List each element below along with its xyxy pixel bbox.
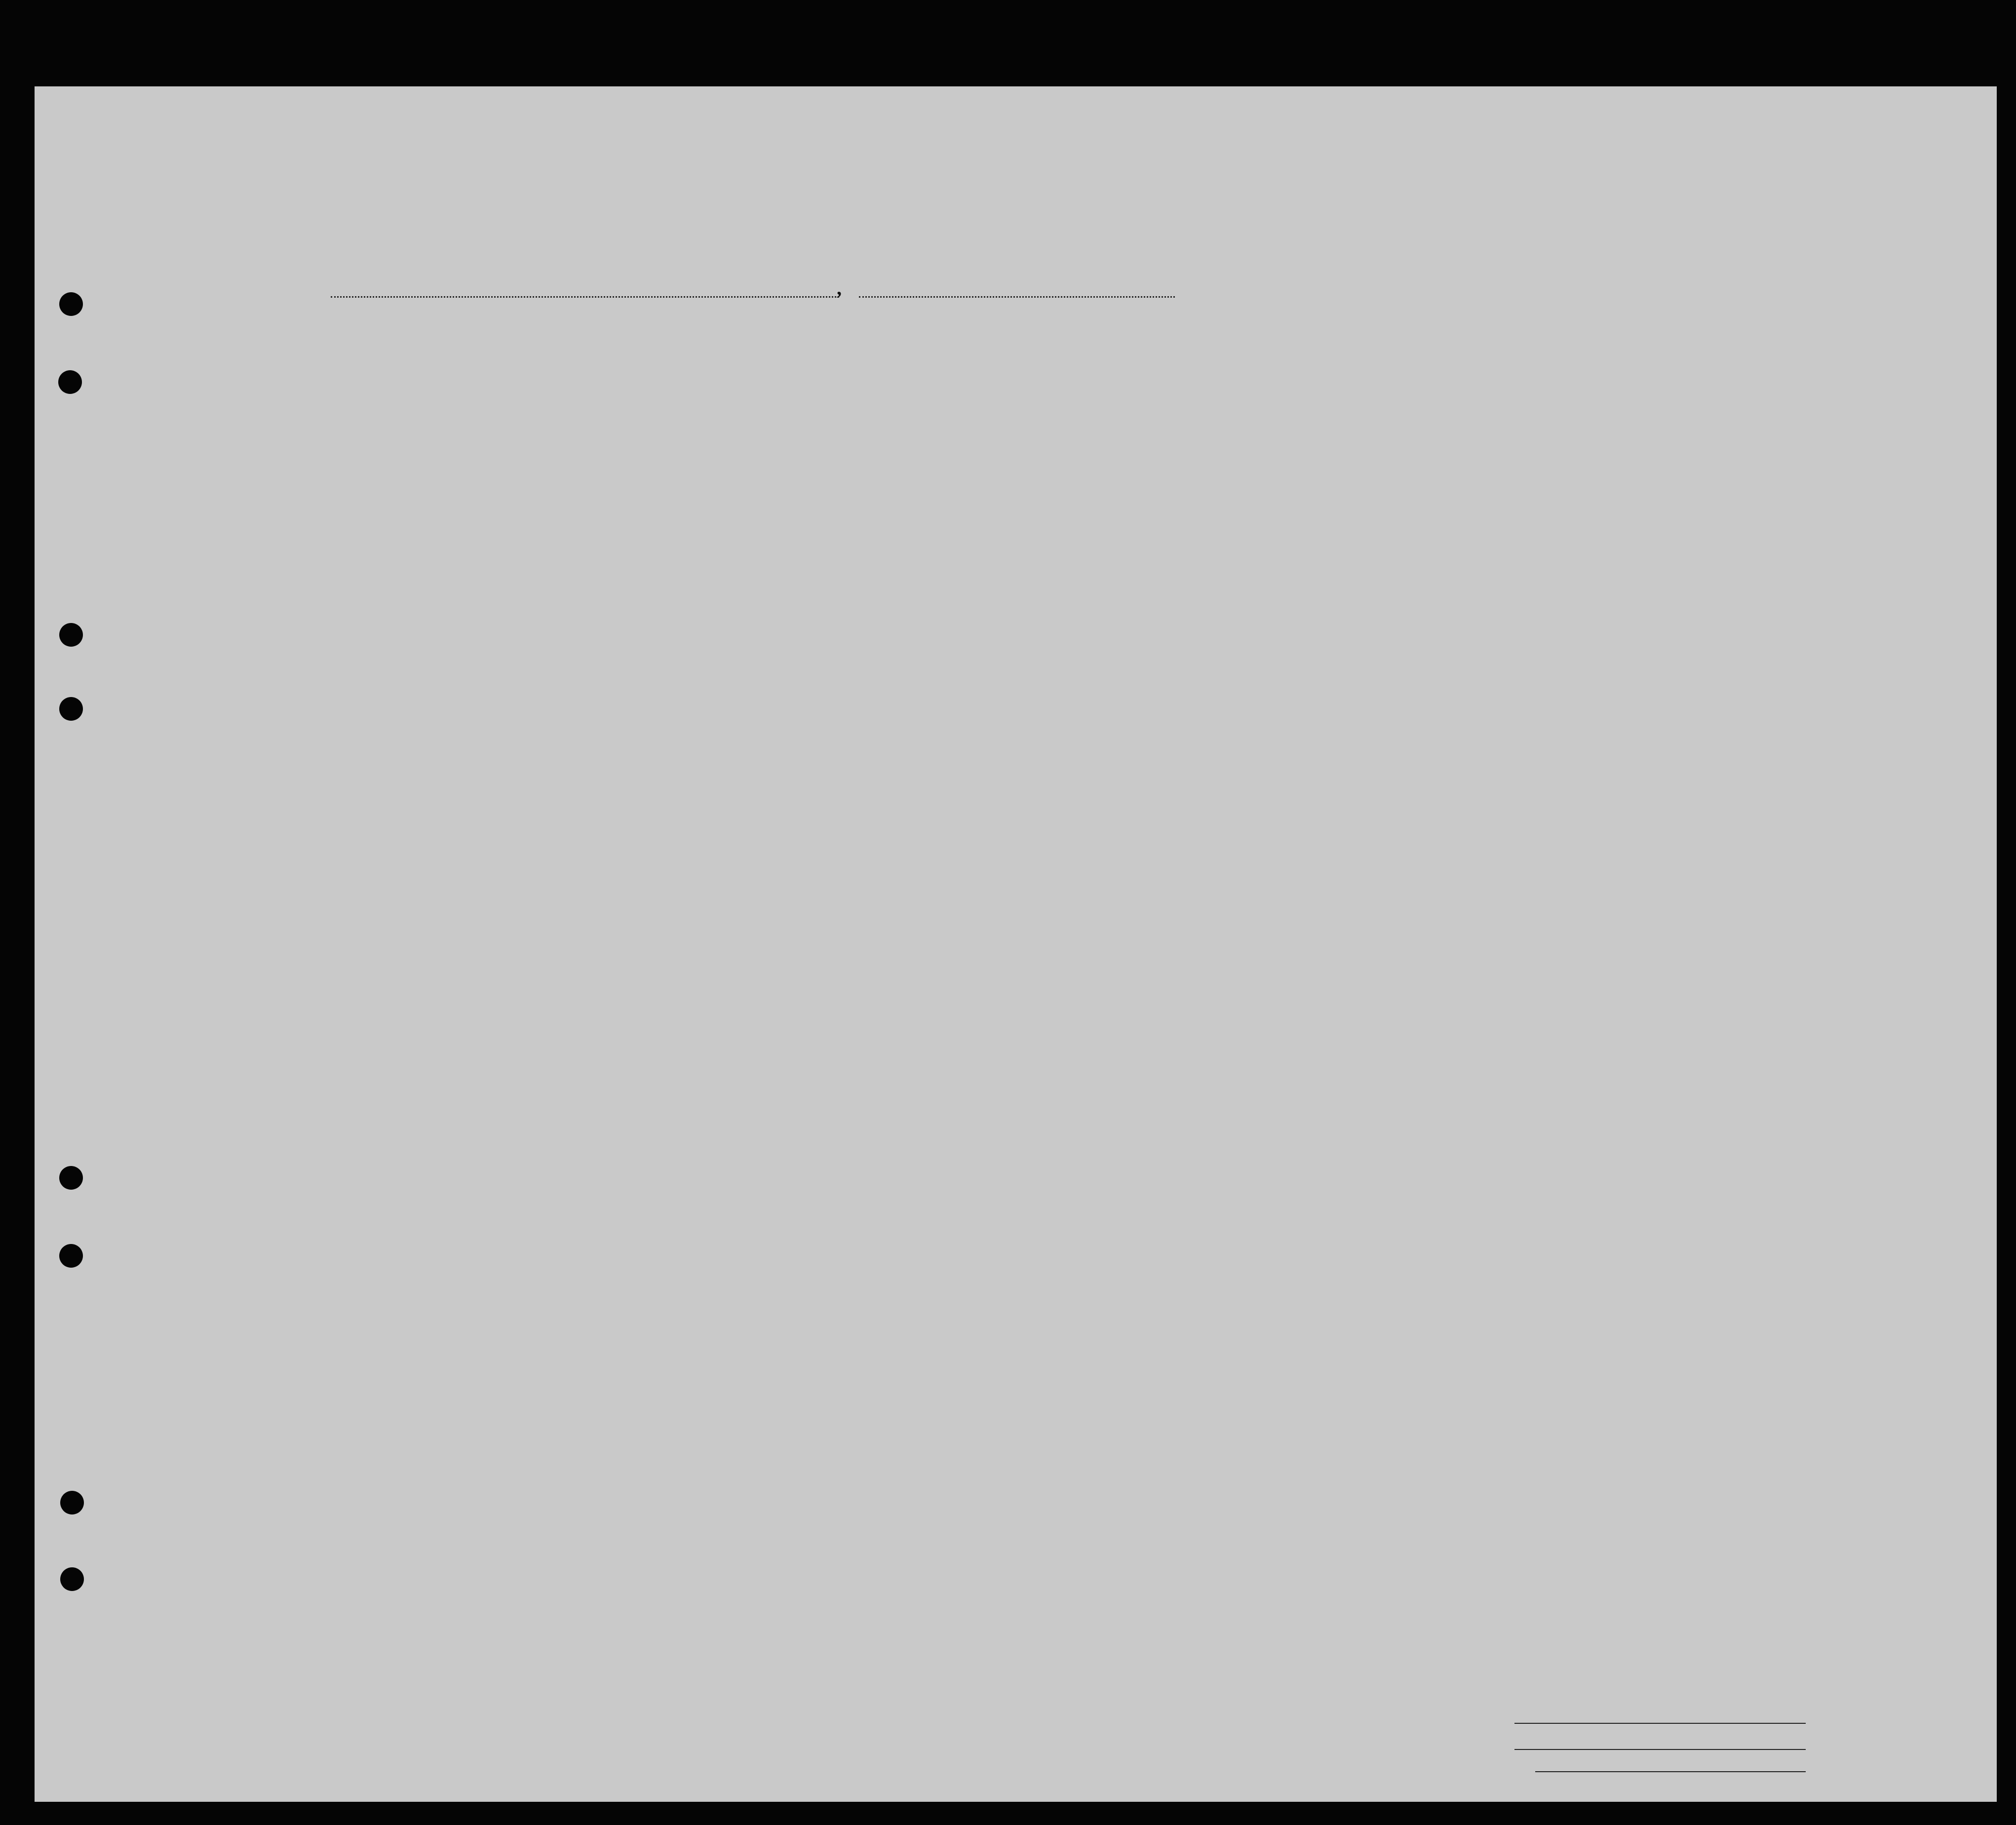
owners-underline (1514, 1749, 1806, 1750)
line-underline (1514, 1723, 1806, 1724)
comma: , (837, 277, 842, 299)
agents-underline (1535, 1771, 1806, 1772)
